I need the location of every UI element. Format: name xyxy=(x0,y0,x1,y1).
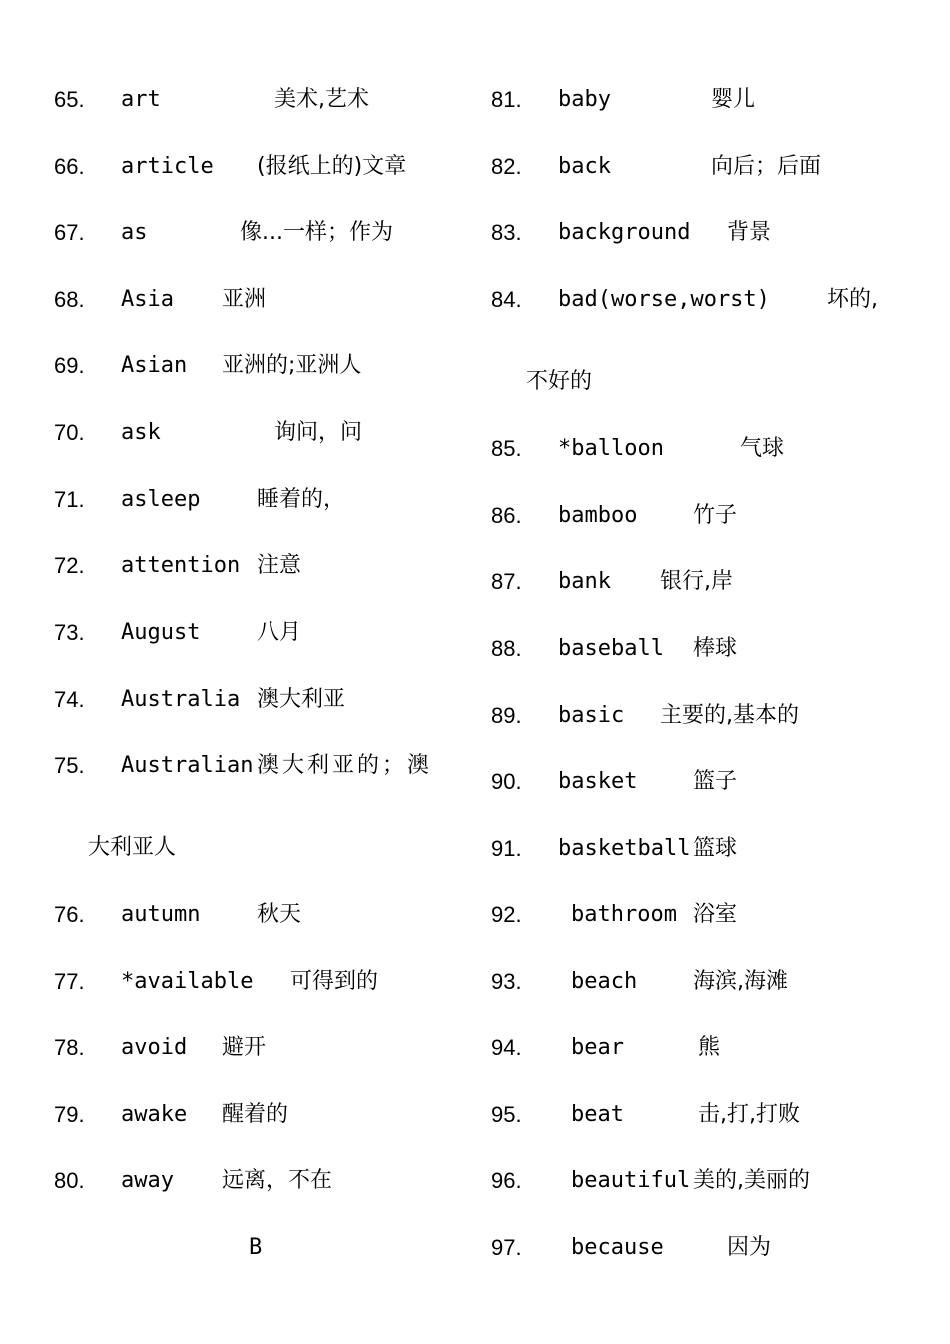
entry-word: bad(worse,worst) xyxy=(558,287,770,312)
entry-meaning: 气球 xyxy=(740,436,785,461)
entry-number: 97. xyxy=(491,1235,522,1260)
entry-number: 75. xyxy=(54,753,85,778)
entry-number: 67. xyxy=(54,220,85,245)
entry-word: article xyxy=(121,154,214,179)
entry-meaning: 远离，不在 xyxy=(222,1168,333,1193)
entry-meaning: 向后；后面 xyxy=(711,154,822,179)
entry-meaning: 浴室 xyxy=(693,902,738,927)
entry-number: 78. xyxy=(54,1035,85,1060)
entry-word: *balloon xyxy=(558,436,664,461)
entry-word: beat xyxy=(571,1102,624,1127)
entry-number: 89. xyxy=(491,703,522,728)
entry-number: 71. xyxy=(54,487,85,512)
entry-meaning-continuation: 大利亚人 xyxy=(88,835,177,860)
entry-word: asleep xyxy=(121,487,201,512)
entry-meaning: 背景 xyxy=(727,220,772,245)
section-heading-letter: B xyxy=(249,1235,263,1260)
entry-number: 80. xyxy=(54,1168,85,1193)
entry-word: attention xyxy=(121,553,241,578)
entry-meaning: 美术,艺术 xyxy=(274,87,369,112)
entry-word: bamboo xyxy=(558,503,638,528)
entry-word: basic xyxy=(558,703,625,728)
entry-meaning: 美的,美丽的 xyxy=(693,1168,810,1193)
entry-word: away xyxy=(121,1168,174,1193)
entry-word: basketball xyxy=(558,836,691,861)
entry-word: Australian xyxy=(121,753,254,778)
entry-word: August xyxy=(121,620,201,645)
entry-meaning: 亚洲的;亚洲人 xyxy=(222,353,362,378)
entry-number: 84. xyxy=(491,287,522,312)
entry-number: 76. xyxy=(54,902,85,927)
entry-word: bear xyxy=(571,1035,624,1060)
entry-number: 66. xyxy=(54,154,85,179)
entry-word: beautiful xyxy=(571,1168,691,1193)
entry-number: 83. xyxy=(491,220,522,245)
entry-meaning: (报纸上的)文章 xyxy=(257,154,407,179)
entry-meaning: 澳大利亚的；澳 xyxy=(257,753,433,778)
entry-number: 82. xyxy=(491,154,522,179)
entry-meaning: 询问，问 xyxy=(274,420,363,445)
entry-number: 90. xyxy=(491,769,522,794)
entry-number: 79. xyxy=(54,1102,85,1127)
entry-word: baby xyxy=(558,87,611,112)
entry-number: 65. xyxy=(54,87,85,112)
entry-word: Australia xyxy=(121,687,241,712)
entry-meaning: 主要的,基本的 xyxy=(660,703,799,728)
entry-meaning: 澳大利亚 xyxy=(257,687,346,712)
entry-number: 70. xyxy=(54,420,85,445)
entry-number: 77. xyxy=(54,969,85,994)
entry-meaning: 婴儿 xyxy=(711,87,756,112)
entry-number: 72. xyxy=(54,553,85,578)
entry-meaning-continuation: 不好的 xyxy=(526,369,593,394)
entry-number: 85. xyxy=(491,436,522,461)
entry-word: avoid xyxy=(121,1035,188,1060)
entry-word: back xyxy=(558,154,611,179)
entry-meaning: 海滨,海滩 xyxy=(693,969,788,994)
entry-word: baseball xyxy=(558,636,664,661)
entry-word: because xyxy=(571,1235,664,1260)
entry-meaning: 避开 xyxy=(222,1035,267,1060)
entry-meaning: 醒着的 xyxy=(222,1102,289,1127)
entry-number: 92. xyxy=(491,902,522,927)
entry-number: 74. xyxy=(54,687,85,712)
entry-number: 93. xyxy=(491,969,522,994)
entry-word: *available xyxy=(121,969,254,994)
entry-meaning: 亚洲 xyxy=(222,287,267,312)
entry-meaning: 注意 xyxy=(257,553,302,578)
entry-meaning: 可得到的 xyxy=(290,969,379,994)
entry-meaning: 棒球 xyxy=(693,636,738,661)
entry-number: 86. xyxy=(491,503,522,528)
entry-meaning: 因为 xyxy=(727,1235,772,1260)
entry-meaning: 睡着的， xyxy=(257,487,346,512)
entry-word: Asian xyxy=(121,353,188,378)
entry-meaning: 篮球 xyxy=(693,836,738,861)
entry-number: 81. xyxy=(491,87,522,112)
entry-word: ask xyxy=(121,420,161,445)
entry-meaning: 篮子 xyxy=(693,769,738,794)
entry-number: 96. xyxy=(491,1168,522,1193)
entry-meaning: 坏的, xyxy=(827,287,878,312)
entry-number: 87. xyxy=(491,569,522,594)
entry-number: 73. xyxy=(54,620,85,645)
entry-word: bank xyxy=(558,569,611,594)
entry-word: awake xyxy=(121,1102,188,1127)
entry-number: 69. xyxy=(54,353,85,378)
entry-meaning: 竹子 xyxy=(693,503,738,528)
entry-number: 91. xyxy=(491,836,522,861)
entry-meaning: 八月 xyxy=(257,620,302,645)
entry-word: autumn xyxy=(121,902,201,927)
entry-meaning: 像...一样；作为 xyxy=(240,220,393,245)
entry-word: beach xyxy=(571,969,638,994)
entry-number: 88. xyxy=(491,636,522,661)
entry-word: background xyxy=(558,220,691,245)
entry-number: 95. xyxy=(491,1102,522,1127)
entry-meaning: 秋天 xyxy=(257,902,302,927)
entry-meaning: 熊 xyxy=(698,1035,721,1060)
entry-word: as xyxy=(121,220,148,245)
entry-meaning: 击,打,打败 xyxy=(698,1102,800,1127)
entry-number: 94. xyxy=(491,1035,522,1060)
entry-number: 68. xyxy=(54,287,85,312)
entry-word: Asia xyxy=(121,287,174,312)
entry-meaning: 银行,岸 xyxy=(660,569,733,594)
entry-word: art xyxy=(121,87,161,112)
entry-word: bathroom xyxy=(571,902,677,927)
entry-word: basket xyxy=(558,769,638,794)
